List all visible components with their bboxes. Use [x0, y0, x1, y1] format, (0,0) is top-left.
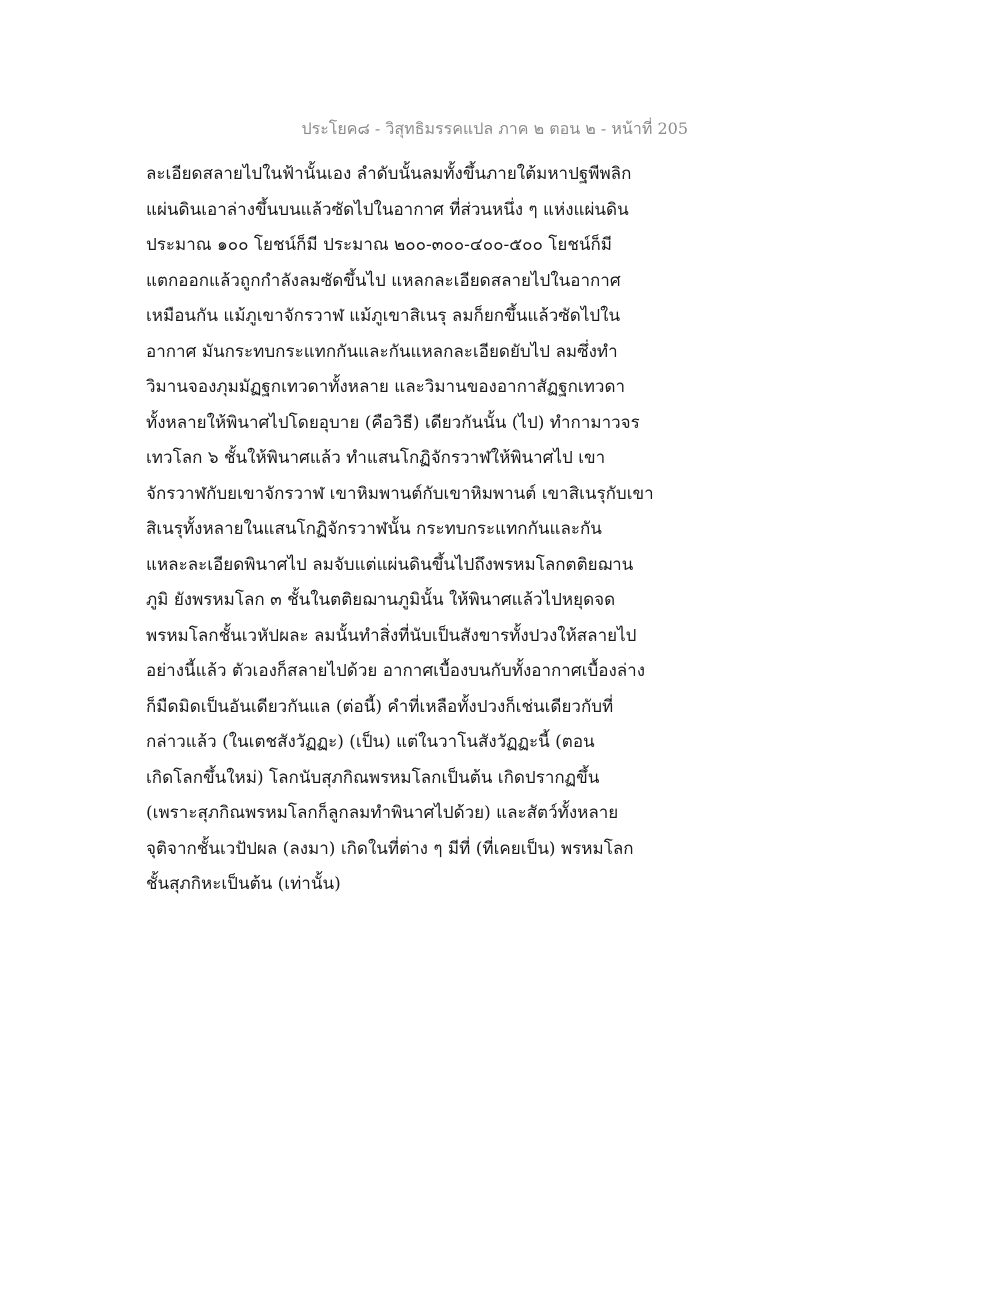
text-line: ประมาณ ๑๐๐ โยชน์ก็มี ประมาณ ๒๐๐-๓๐๐-๔๐๐-๕๐๐ โยชน์ก็มี — [146, 235, 613, 255]
text-line: สิเนรุทั้งหลายในแสนโกฏิจักรวาฬนั้น กระทบกระแทกกันและกัน — [146, 519, 602, 539]
text-line: เกิดโลกขึ้นใหม่) โลกนับสุภกิณพรหมโลกเป็นต้น เกิดปรากฏขึ้น — [146, 767, 600, 788]
text-line: (เพราะสุภกิณพรหมโลกก็ลูกลมทำพินาศไปด้วย) และสัตว์ทั้งหลาย — [146, 803, 619, 823]
text-line: ทั้งหลายให้พินาศไปโดยอุบาย (คือวิธี) เดียวกันนั้น (ไป) ทำกามาวจร — [146, 412, 640, 433]
text-line: แตกออกแล้วถูกกำลังลมซัดขึ้นไป แหลกละเอียดสลายไปในอากาศ — [146, 270, 621, 291]
text-line: แหละละเอียดพินาศไป ลมจับแต่แผ่นดินขึ้นไปถึงพรหมโลกตติยฌาน — [146, 554, 634, 575]
text-line: เหมือนกัน แม้ภูเขาจักรวาฬ แม้ภูเขาสิเนรุ ลมก็ยกขึ้นแล้วซัดไปใน — [146, 306, 621, 326]
text-line: จักรวาฬกับยเขาจักรวาฬ เขาหิมพานต์กับเขาหิมพานต์ เขาสิเนรุกับเขา — [146, 483, 654, 504]
text-line: ชั้นสุภกิหะเป็นต้น (เท่านั้น) — [146, 874, 341, 894]
text-line: แผ่นดินเอาล่างขึ้นบนแล้วซัดไปในอากาศ ที่ส่วนหนึ่ง ๆ แห่งแผ่นดิน — [146, 199, 629, 220]
running-header: ประโยค๘ - วิสุทธิมรรคแปล ภาค ๒ ตอน ๒ - หน้าที่ 205 — [301, 119, 688, 138]
text-line: จุติจากชั้นเวปัปผล (ลงมา) เกิดในที่ต่าง ๆ มีที่ (ที่เคยเป็น) พรหมโลก — [146, 838, 634, 859]
text-line: อย่างนี้แล้ว ตัวเองก็สลายไปด้วย อากาศเบื้องบนกับทั้งอากาศเบื้องล่าง — [146, 661, 646, 681]
text-line: พรหมโลกชั้นเวหัปผละ ลมนั้นทำสิ่งที่นับเป็นสังขารทั้งปวงให้สลายไป — [146, 625, 637, 646]
text-line: ภูมิ ยังพรหมโลก ๓ ชั้นในตติยฌานภูมินั้น ให้พินาศแล้วไปหยุดจด — [146, 590, 616, 610]
text-line: อากาศ มันกระทบกระแทกกันและกันแหลกละเอียดยับไป ลมซึ่งทำ — [146, 341, 618, 362]
text-line: วิมานจองภุมมัฏฐกเทวดาทั้งหลาย และวิมานของอากาสัฏฐกเทวดา — [146, 377, 626, 397]
text-line: ก็มืดมิดเป็นอันเดียวกันแล (ต่อนี้) คำที่เหลือทั้งปวงก็เช่นเดียวกับที่ — [146, 696, 614, 717]
text-line: เทวโลก ๖ ชั้นให้พินาศแล้ว ทำแสนโกฏิจักรวาฬให้พินาศไป เขา — [146, 448, 606, 468]
body-text — [146, 157, 706, 903]
text-line: ละเอียดสลายไปในฟ้านั้นเอง ลำดับนั้นลมทั้งขึ้นภายใต้มหาปฐพีพลิก — [146, 164, 632, 184]
text-line: กล่าวแล้ว (ในเตชสังวัฏฏะ) (เป็น) แต่ในวาโนสังวัฏฏะนี้ (ตอน — [146, 732, 595, 752]
